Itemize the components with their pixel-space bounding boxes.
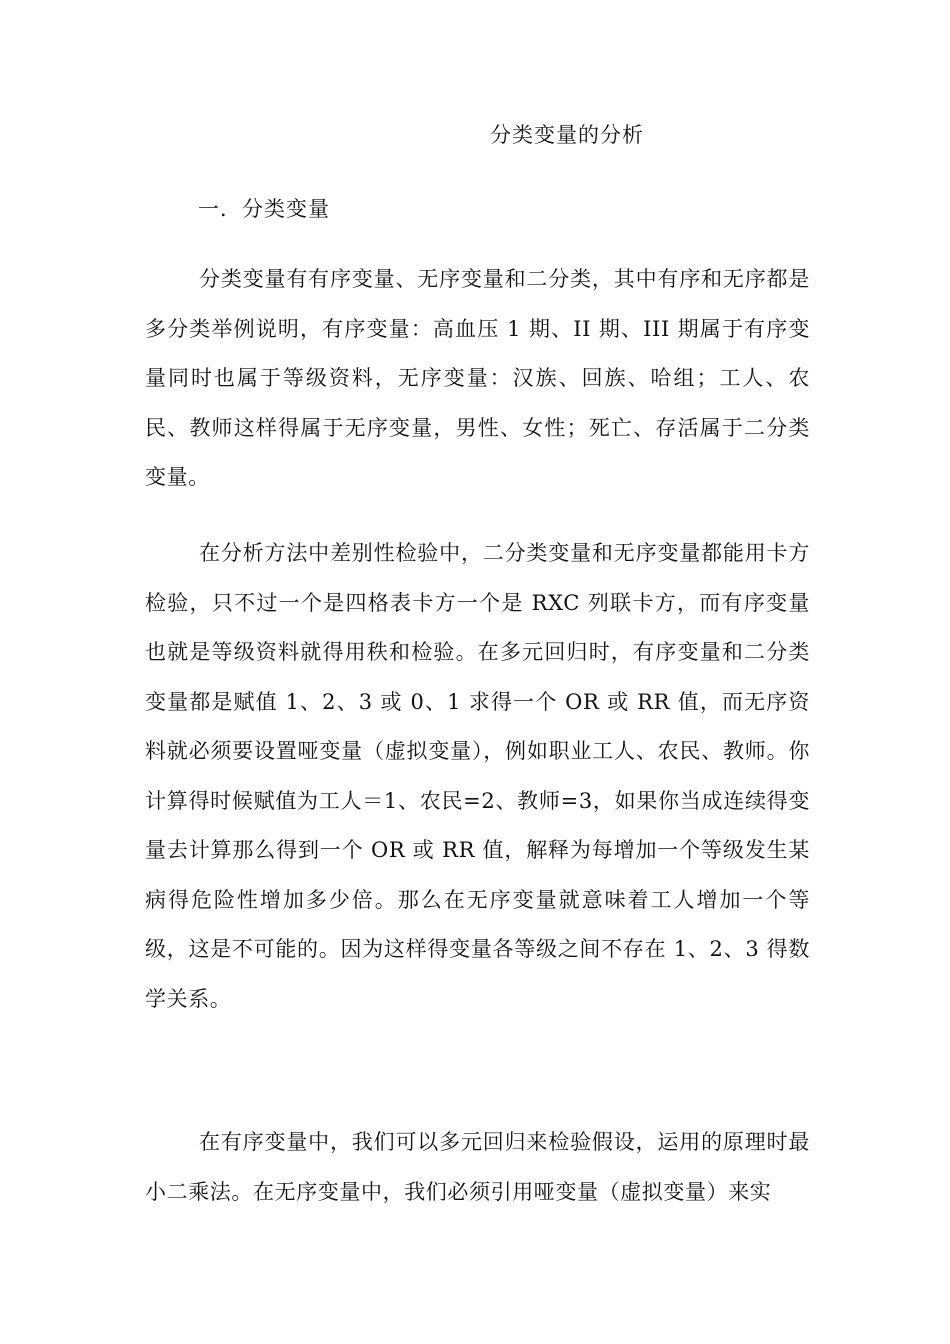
paragraph-2: 在分析方法中差别性检验中，二分类变量和无序变量都能用卡方检验，只不过一个是四格表卡方一个是 RXC 列联卡方，而有序变量也就是等级资料就得用秩和检验。在多元回归时，有序变量和二分类变量都是赋值 1、2、3 或 0、1 求得一个 OR 或 RR 值，而无序资料就必须要设置哑变量（虚拟变量），例如职业工人、农民、教师。你计算得时候赋值为工人＝1、农民=2、教师=3，如果你当成连续得变量去计算那么得到一个 OR 或 RR 值，解释为每增加一个等级发生某病得危险性增加多少倍。那么在无序变量就意味着工人增加一个等级，这是不可能的。因为这样得变量各等级之间不存在 1、2、3 得数学关系。 [145,541,810,1011]
paragraph-3: 在有序变量中，我们可以多元回归来检验假设，运用的原理时最小二乘法。在无序变量中，我们必须引用哑变量（虚拟变量）来实 [145,1130,810,1204]
section-heading: 一．分类变量 [198,197,330,221]
paragraph-1: 分类变量有有序变量、无序变量和二分类，其中有序和无序都是多分类举例说明，有序变量：高血压 1 期、II 期、III 期属于有序变量同时也属于等级资料，无序变量：汉族、回族、哈组；工人、农民、教师这样得属于无序变量，男性、女性；死亡、存活属于二分类变量。 [145,267,810,489]
document-title: 分类变量的分析 [490,123,644,147]
